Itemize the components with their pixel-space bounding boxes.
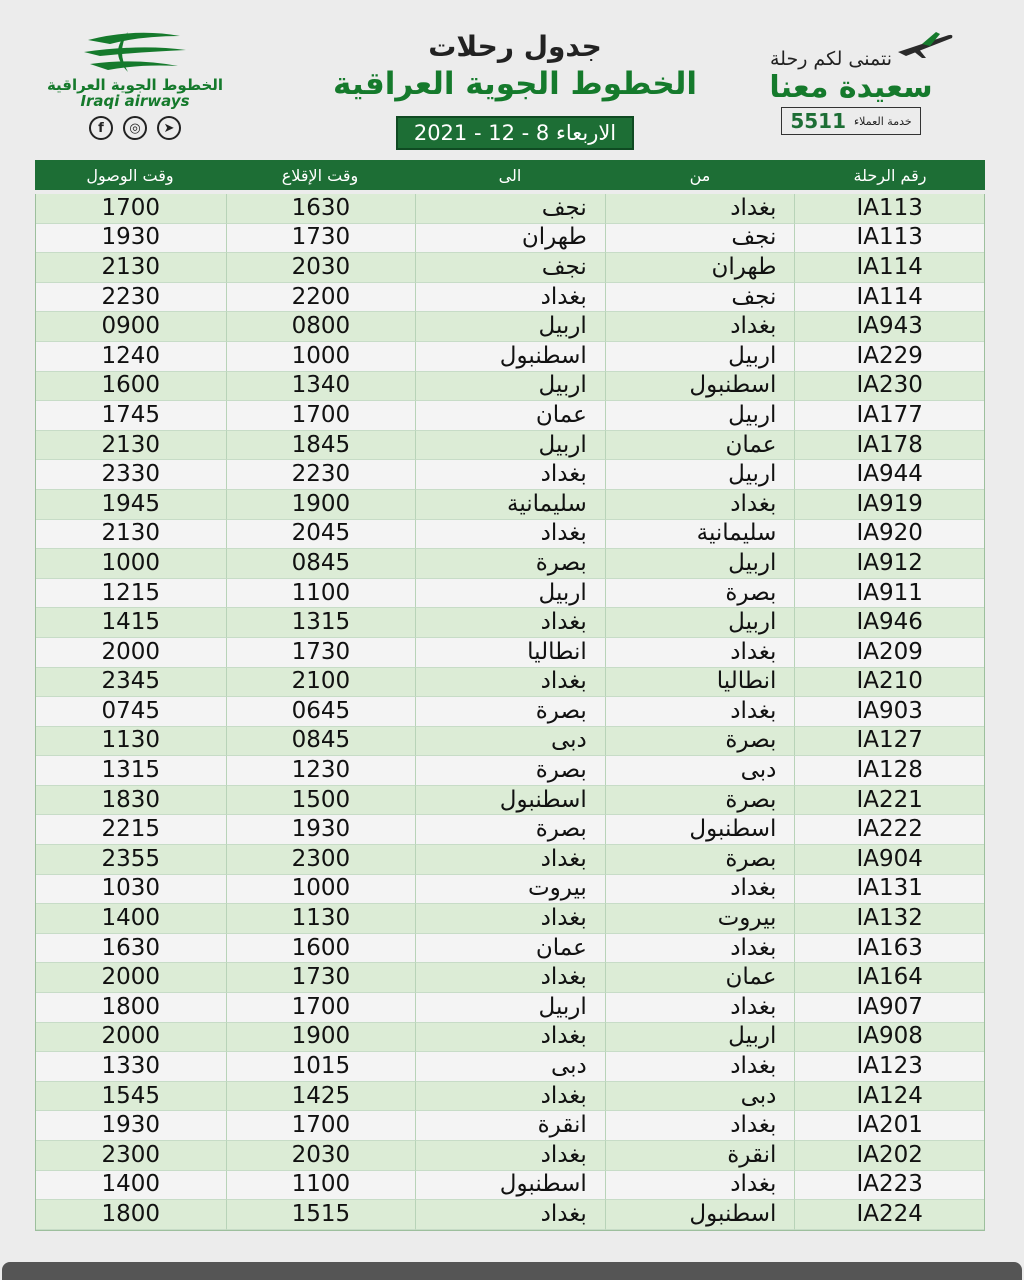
destination-cell: بصرة <box>415 697 605 727</box>
origin-cell: اسطنبول <box>605 372 795 402</box>
origin-cell: بغداد <box>605 312 795 342</box>
table-row <box>36 608 984 638</box>
destination-cell: اربيل <box>415 579 605 609</box>
arrival-time-cell: 1240 <box>36 342 226 372</box>
departure-time-cell: 0800 <box>226 312 416 342</box>
departure-time-cell: 1000 <box>226 342 416 372</box>
origin-cell: سليمانية <box>605 520 795 550</box>
header-from: من <box>689 165 711 185</box>
departure-time-cell: 1100 <box>226 1171 416 1201</box>
departure-time-cell: 1515 <box>226 1200 416 1230</box>
destination-cell: بغداد <box>415 608 605 638</box>
destination-cell: دبى <box>415 727 605 757</box>
table-row <box>36 1023 984 1053</box>
arrival-time-cell: 2130 <box>36 431 226 461</box>
origin-cell: اسطنبول <box>605 1200 795 1230</box>
slogan-line-2: سعيدة معنا <box>769 70 933 105</box>
departure-time-cell: 1315 <box>226 608 416 638</box>
arrival-time-cell: 2300 <box>36 1141 226 1171</box>
arrival-time-cell: 1945 <box>36 490 226 520</box>
flight-number-cell: IA230 <box>794 372 984 402</box>
table-row <box>36 668 984 698</box>
departure-time-cell: 2100 <box>226 668 416 698</box>
destination-cell: نجف <box>415 253 605 283</box>
destination-cell: انقرة <box>415 1111 605 1141</box>
slogan-line-1: نتمنى لكم رحلة <box>770 48 892 70</box>
airplane-icon <box>896 30 956 60</box>
table-row <box>36 993 984 1023</box>
flight-number-cell: IA128 <box>794 756 984 786</box>
destination-cell: اسطنبول <box>415 342 605 372</box>
destination-cell: بغداد <box>415 283 605 313</box>
origin-cell: بغداد <box>605 194 795 224</box>
arrival-time-cell: 2130 <box>36 520 226 550</box>
header-departure: وقت الإقلاع <box>281 165 359 185</box>
arrival-time-cell: 1400 <box>36 904 226 934</box>
instagram-icon[interactable]: ◎ <box>123 116 147 140</box>
flight-number-cell: IA919 <box>794 490 984 520</box>
arrival-time-cell: 0745 <box>36 697 226 727</box>
arrival-time-cell: 1930 <box>36 1111 226 1141</box>
flight-number-cell: IA202 <box>794 1141 984 1171</box>
customer-service-label: خدمة العملاء <box>854 114 912 128</box>
arrival-time-cell: 2355 <box>36 845 226 875</box>
flight-number-cell: IA132 <box>794 904 984 934</box>
flight-number-cell: IA920 <box>794 520 984 550</box>
departure-time-cell: 1730 <box>226 638 416 668</box>
departure-time-cell: 2030 <box>226 253 416 283</box>
origin-cell: بصرة <box>605 727 795 757</box>
origin-cell: بغداد <box>605 638 795 668</box>
destination-cell: عمان <box>415 934 605 964</box>
destination-cell: اسطنبول <box>415 786 605 816</box>
destination-cell: بغداد <box>415 963 605 993</box>
arrival-time-cell: 1000 <box>36 549 226 579</box>
flight-number-cell: IA113 <box>794 224 984 254</box>
airline-emblem-icon <box>80 30 190 74</box>
origin-cell: نجف <box>605 224 795 254</box>
departure-time-cell: 1100 <box>226 579 416 609</box>
origin-cell: بغداد <box>605 1111 795 1141</box>
table-row <box>36 549 984 579</box>
header-flight-number: رقم الرحلة <box>853 165 927 185</box>
arrival-time-cell: 1545 <box>36 1082 226 1112</box>
flight-number-cell: IA127 <box>794 727 984 757</box>
destination-cell: بغداد <box>415 845 605 875</box>
flight-number-cell: IA163 <box>794 934 984 964</box>
destination-cell: اربيل <box>415 993 605 1023</box>
arrival-time-cell: 2230 <box>36 283 226 313</box>
departure-time-cell: 1700 <box>226 1111 416 1141</box>
origin-cell: عمان <box>605 963 795 993</box>
departure-time-cell: 1845 <box>226 431 416 461</box>
arrival-time-cell: 1830 <box>36 786 226 816</box>
arrival-time-cell: 1800 <box>36 1200 226 1230</box>
flight-number-cell: IA124 <box>794 1082 984 1112</box>
origin-cell: اربيل <box>605 460 795 490</box>
origin-cell: بصرة <box>605 845 795 875</box>
arrival-time-cell: 2215 <box>36 815 226 845</box>
destination-cell: بغداد <box>415 668 605 698</box>
destination-cell: انطاليا <box>415 638 605 668</box>
flight-number-cell: IA903 <box>794 697 984 727</box>
departure-time-cell: 1500 <box>226 786 416 816</box>
table-row <box>36 756 984 786</box>
origin-cell: نجف <box>605 283 795 313</box>
table-row <box>36 253 984 283</box>
table-row <box>36 1141 984 1171</box>
table-row <box>36 520 984 550</box>
table-row <box>36 224 984 254</box>
page-title: جدول رحلات <box>428 30 602 63</box>
flight-number-cell: IA221 <box>794 786 984 816</box>
departure-time-cell: 1630 <box>226 194 416 224</box>
brand-name-english: Iraqi airways <box>80 92 190 110</box>
departure-time-cell: 1730 <box>226 224 416 254</box>
social-links <box>40 116 230 140</box>
table-row <box>36 875 984 905</box>
destination-cell: بغداد <box>415 1023 605 1053</box>
destination-cell: عمان <box>415 401 605 431</box>
destination-cell: بصرة <box>415 815 605 845</box>
schedule-date: الاربعاء 8 - 12 - 2021 <box>396 116 634 150</box>
origin-cell: انقرة <box>605 1141 795 1171</box>
origin-cell: بغداد <box>605 697 795 727</box>
flight-number-cell: IA114 <box>794 253 984 283</box>
origin-cell: بغداد <box>605 1171 795 1201</box>
destination-cell: اربيل <box>415 431 605 461</box>
arrival-time-cell: 1700 <box>36 194 226 224</box>
origin-cell: بغداد <box>605 490 795 520</box>
departure-time-cell: 2200 <box>226 283 416 313</box>
destination-cell: بصرة <box>415 756 605 786</box>
arrival-time-cell: 1400 <box>36 1171 226 1201</box>
customer-service-box <box>781 107 920 135</box>
table-row <box>36 1052 984 1082</box>
departure-time-cell: 2045 <box>226 520 416 550</box>
table-row <box>36 312 984 342</box>
table-row <box>36 934 984 964</box>
table-row <box>36 194 984 224</box>
departure-time-cell: 1930 <box>226 815 416 845</box>
table-row <box>36 579 984 609</box>
table-row <box>36 490 984 520</box>
table-row <box>36 815 984 845</box>
flight-number-cell: IA209 <box>794 638 984 668</box>
origin-cell: بغداد <box>605 993 795 1023</box>
table-row <box>36 963 984 993</box>
origin-cell: عمان <box>605 431 795 461</box>
flight-number-cell: IA210 <box>794 668 984 698</box>
arrival-time-cell: 1930 <box>36 224 226 254</box>
arrival-time-cell: 1030 <box>36 875 226 905</box>
arrival-time-cell: 1330 <box>36 1052 226 1082</box>
table-row <box>36 1200 984 1230</box>
table-row <box>36 401 984 431</box>
table-row <box>36 342 984 372</box>
table-body <box>35 194 985 1231</box>
table-row <box>36 372 984 402</box>
flight-number-cell: IA904 <box>794 845 984 875</box>
flight-number-cell: IA123 <box>794 1052 984 1082</box>
arrival-time-cell: 2000 <box>36 963 226 993</box>
departure-time-cell: 2230 <box>226 460 416 490</box>
origin-cell: اربيل <box>605 608 795 638</box>
table-row <box>36 697 984 727</box>
departure-time-cell: 0845 <box>226 727 416 757</box>
header-to: الى <box>498 165 522 185</box>
destination-cell: اربيل <box>415 372 605 402</box>
table-row <box>36 786 984 816</box>
arrival-time-cell: 1630 <box>36 934 226 964</box>
arrival-time-cell: 2000 <box>36 638 226 668</box>
departure-time-cell: 1600 <box>226 934 416 964</box>
header-arrival: وقت الوصول <box>86 165 174 185</box>
arrival-time-cell: 1415 <box>36 608 226 638</box>
brand-name-arabic: الخطوط الجوية العراقية <box>46 76 224 94</box>
origin-cell: انطاليا <box>605 668 795 698</box>
arrival-time-cell: 1600 <box>36 372 226 402</box>
iraqi-airways-logo <box>40 30 230 140</box>
arrival-time-cell: 2345 <box>36 668 226 698</box>
arrival-time-cell: 2000 <box>36 1023 226 1053</box>
destination-cell: سليمانية <box>415 490 605 520</box>
origin-cell: بغداد <box>605 875 795 905</box>
arrival-time-cell: 2130 <box>36 253 226 283</box>
arrival-time-cell: 1745 <box>36 401 226 431</box>
origin-cell: دبى <box>605 756 795 786</box>
departure-time-cell: 1130 <box>226 904 416 934</box>
flight-number-cell: IA201 <box>794 1111 984 1141</box>
flight-number-cell: IA114 <box>794 283 984 313</box>
slogan-block <box>746 32 956 135</box>
table-row <box>36 1111 984 1141</box>
table-row <box>36 638 984 668</box>
table-row <box>36 904 984 934</box>
departure-time-cell: 1425 <box>226 1082 416 1112</box>
telegram-icon[interactable]: ➤ <box>157 116 181 140</box>
arrival-time-cell: 0900 <box>36 312 226 342</box>
origin-cell: اربيل <box>605 342 795 372</box>
facebook-icon[interactable]: f <box>89 116 113 140</box>
destination-cell: طهران <box>415 224 605 254</box>
departure-time-cell: 2300 <box>226 845 416 875</box>
origin-cell: اربيل <box>605 549 795 579</box>
departure-time-cell: 2030 <box>226 1141 416 1171</box>
flight-number-cell: IA946 <box>794 608 984 638</box>
origin-cell: بصرة <box>605 786 795 816</box>
departure-time-cell: 1900 <box>226 1023 416 1053</box>
flight-number-cell: IA131 <box>794 875 984 905</box>
flight-number-cell: IA912 <box>794 549 984 579</box>
origin-cell: اسطنبول <box>605 815 795 845</box>
departure-time-cell: 1340 <box>226 372 416 402</box>
departure-time-cell: 0645 <box>226 697 416 727</box>
table-row <box>36 1171 984 1201</box>
flight-number-cell: IA224 <box>794 1200 984 1230</box>
arrival-time-cell: 2330 <box>36 460 226 490</box>
table-row <box>36 460 984 490</box>
table-row <box>36 1082 984 1112</box>
departure-time-cell: 1000 <box>226 875 416 905</box>
departure-time-cell: 1700 <box>226 401 416 431</box>
table-row <box>36 727 984 757</box>
destination-cell: بيروت <box>415 875 605 905</box>
flight-number-cell: IA908 <box>794 1023 984 1053</box>
flight-number-cell: IA944 <box>794 460 984 490</box>
departure-time-cell: 1700 <box>226 993 416 1023</box>
schedule-heading <box>320 30 710 150</box>
departure-time-cell: 1730 <box>226 963 416 993</box>
page-subtitle: الخطوط الجوية العراقية <box>333 66 697 102</box>
destination-cell: بغداد <box>415 1141 605 1171</box>
origin-cell: بصرة <box>605 579 795 609</box>
origin-cell: اربيل <box>605 1023 795 1053</box>
origin-cell: طهران <box>605 253 795 283</box>
destination-cell: اربيل <box>415 312 605 342</box>
flight-number-cell: IA229 <box>794 342 984 372</box>
destination-cell: بغداد <box>415 904 605 934</box>
departure-time-cell: 0845 <box>226 549 416 579</box>
table-row <box>36 283 984 313</box>
origin-cell: اربيل <box>605 401 795 431</box>
destination-cell: بغداد <box>415 1082 605 1112</box>
flight-number-cell: IA164 <box>794 963 984 993</box>
flight-schedule-table <box>35 160 985 1231</box>
table-header <box>35 160 985 190</box>
flight-number-cell: IA222 <box>794 815 984 845</box>
origin-cell: بيروت <box>605 904 795 934</box>
arrival-time-cell: 1215 <box>36 579 226 609</box>
departure-time-cell: 1015 <box>226 1052 416 1082</box>
destination-cell: دبى <box>415 1052 605 1082</box>
destination-cell: بغداد <box>415 1200 605 1230</box>
destination-cell: اسطنبول <box>415 1171 605 1201</box>
flight-number-cell: IA113 <box>794 194 984 224</box>
destination-cell: بغداد <box>415 520 605 550</box>
departure-time-cell: 1900 <box>226 490 416 520</box>
arrival-time-cell: 1315 <box>36 756 226 786</box>
destination-cell: بغداد <box>415 460 605 490</box>
flight-number-cell: IA178 <box>794 431 984 461</box>
origin-cell: دبى <box>605 1082 795 1112</box>
flight-number-cell: IA943 <box>794 312 984 342</box>
flight-number-cell: IA177 <box>794 401 984 431</box>
arrival-time-cell: 1800 <box>36 993 226 1023</box>
bottom-bar <box>2 1262 1022 1280</box>
destination-cell: بصرة <box>415 549 605 579</box>
table-row <box>36 431 984 461</box>
destination-cell: نجف <box>415 194 605 224</box>
customer-service-number: 5511 <box>790 109 846 133</box>
origin-cell: بغداد <box>605 1052 795 1082</box>
table-row <box>36 845 984 875</box>
origin-cell: بغداد <box>605 934 795 964</box>
arrival-time-cell: 1130 <box>36 727 226 757</box>
flight-number-cell: IA911 <box>794 579 984 609</box>
departure-time-cell: 1230 <box>226 756 416 786</box>
flight-number-cell: IA907 <box>794 993 984 1023</box>
flight-number-cell: IA223 <box>794 1171 984 1201</box>
